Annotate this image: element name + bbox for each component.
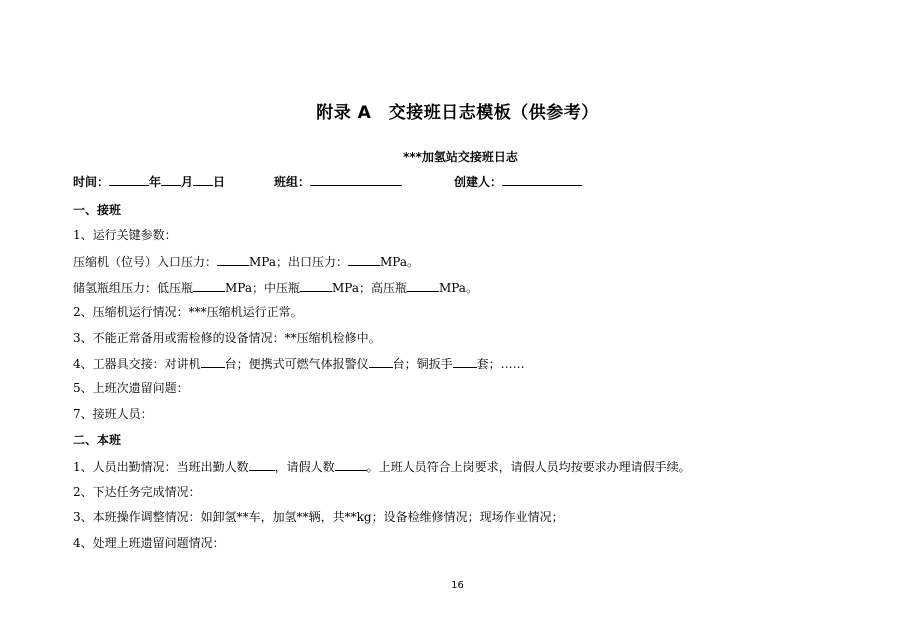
leave-count-label: ，请假人数 <box>274 460 335 474</box>
detector-count-blank <box>369 355 393 368</box>
month-blank <box>161 173 181 186</box>
radio-count-blank <box>201 355 225 368</box>
page-title: 附录 A 交接班日志模板（供参考） <box>316 103 599 123</box>
compressor-inlet-label: 压缩机（位号）入口压力： <box>73 255 218 269</box>
attendance-count-blank <box>249 458 275 471</box>
storage-high-label: MPa；高压瓶 <box>332 281 407 295</box>
attendance-count-label: 1、人员出勤情况：当班出勤人数 <box>73 460 249 474</box>
log-subtitle: ***加氢站交接班日志 <box>403 150 518 164</box>
key-params-item: 1、运行关键参数： <box>73 228 177 242</box>
tools-radio-label: 4、工器具交接：对讲机 <box>73 357 201 371</box>
wrench-count-blank <box>453 355 477 368</box>
inlet-pressure-blank <box>217 253 249 266</box>
creator-blank <box>502 173 582 186</box>
section-takeover-heading: 一、接班 <box>73 203 122 217</box>
attendance-note: 。上班人员符合上岗要求，请假人员均按要求办理请假手续。 <box>366 460 691 474</box>
team-field <box>274 173 402 190</box>
storage-low-label: 储氢瓶组压力：低压瓶 <box>73 281 194 295</box>
tools-detector-label: 台；便携式可燃气体报警仪 <box>224 357 369 371</box>
takeover-staff-item: 7、接班人员： <box>73 407 153 421</box>
equipment-repair-item: 3、不能正常备用或需检修的设备情况：**压缩机检修中。 <box>73 331 381 345</box>
mpa-end-2: MPa。 <box>438 281 478 295</box>
tools-handover-line <box>73 355 525 372</box>
team-blank <box>310 173 402 186</box>
operation-adjust-item: 3、本班操作调整情况：如卸氢**车，加氢**辆，共**kg；设备检维修情况；现场作业情况； <box>73 510 564 524</box>
year-blank <box>109 173 149 186</box>
mpa-end: MPa。 <box>380 255 419 269</box>
tasks-completion-item: 2、下达任务完成情况： <box>73 485 201 499</box>
tools-wrench-label: 台；铜扳手 <box>392 357 453 371</box>
day-label: 日 <box>213 175 226 189</box>
compressor-status-item: 2、压缩机运行情况：***压缩机运行正常。 <box>73 305 303 319</box>
high-pressure-blank <box>407 279 439 292</box>
creator-label: 创建人： <box>454 175 503 189</box>
section-current-shift-heading: 二、本班 <box>73 433 122 447</box>
team-label: 班组： <box>274 175 311 189</box>
tools-end: 套；…… <box>476 357 525 371</box>
day-blank <box>193 173 213 186</box>
outlet-pressure-label: MPa；出口压力： <box>249 255 348 269</box>
storage-mid-label: MPa；中压瓶 <box>225 281 300 295</box>
storage-pressure-line <box>73 279 478 296</box>
handle-issues-item: 4、处理上班遗留问题情况： <box>73 536 225 550</box>
leave-count-blank <box>335 458 367 471</box>
month-label: 月 <box>181 175 194 189</box>
time-label: 时间： <box>73 175 110 189</box>
attendance-line <box>73 458 691 475</box>
year-label: 年 <box>149 175 162 189</box>
low-pressure-blank <box>193 279 225 292</box>
time-field <box>73 173 225 190</box>
mid-pressure-blank <box>300 279 332 292</box>
previous-issues-item: 5、上班次遗留问题： <box>73 381 189 395</box>
page-number: 16 <box>451 580 464 591</box>
compressor-pressure-line <box>73 253 419 270</box>
creator-field <box>454 173 582 190</box>
outlet-pressure-blank <box>348 253 380 266</box>
